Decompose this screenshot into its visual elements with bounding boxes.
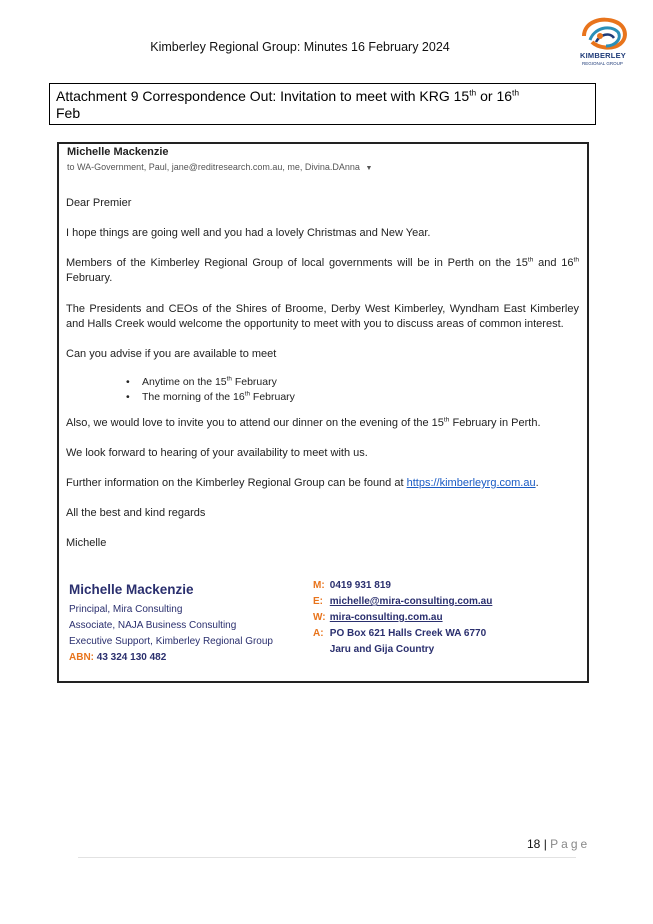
signature-role: Principal, Mira Consulting — [69, 604, 183, 615]
signature-role: Associate, NAJA Business Consulting — [69, 620, 237, 631]
page-number: 18 | Page — [527, 837, 591, 851]
attachment-title: Attachment 9 Correspondence Out: Invitation to meet with KRG 15th or 16th Feb — [56, 87, 520, 121]
signature-email[interactable]: E: michelle@mira-consulting.com.au — [313, 596, 493, 607]
list-item: • The morning of the 16th February — [126, 390, 295, 405]
document-header-title: Kimberley Regional Group: Minutes 16 February 2024 — [150, 40, 450, 54]
chevron-down-icon[interactable]: ▼ — [365, 165, 373, 172]
kimberley-logo — [576, 14, 632, 74]
paragraph-1: I hope things are going well and you had a lovely Christmas and New Year. — [66, 227, 431, 239]
signature-country: Jaru and Gija Country — [329, 644, 435, 655]
paragraph-5: Also, we would love to invite you to attend our dinner on the evening of the 15th February in Perth. — [66, 416, 541, 429]
email-recipients[interactable]: to WA-Government, Paul, jane@reditresearch.com.au, me, Divina.DAnna ▼ — [67, 162, 373, 172]
paragraph-8: All the best and kind regards — [66, 507, 206, 519]
paragraph-9: Michelle — [66, 537, 107, 549]
list-item: • Anytime on the 15th February — [126, 375, 295, 390]
email-screenshot — [57, 142, 589, 683]
logo-subtext: REGIONAL GROUP — [582, 61, 623, 66]
attachment-title-box — [49, 83, 596, 125]
signature-abn: ABN: 43 324 130 482 — [69, 652, 167, 663]
kimberleyrg-link[interactable]: https://kimberleyrg.com.au — [406, 477, 536, 489]
availability-list — [126, 375, 295, 405]
email-sender: Michelle Mackenzie — [67, 146, 169, 158]
signature-name: Michelle Mackenzie — [69, 582, 194, 597]
logo-swirl-icon — [576, 14, 632, 54]
greeting: Dear Premier — [66, 197, 132, 209]
signature-address: A: PO Box 621 Halls Creek WA 6770 — [313, 628, 487, 639]
paragraph-7: Further information on the Kimberley Regional Group can be found at https://kimberleyrg.com.au. — [66, 477, 539, 489]
paragraph-6: We look forward to hearing of your availability to meet with us. — [66, 447, 368, 459]
paragraph-2: Members of the Kimberley Regional Group of local governments will be in Perth on the 15th and 16th February. — [66, 256, 580, 284]
signature-website[interactable]: W: mira-consulting.com.au — [313, 612, 443, 623]
footer-divider — [78, 857, 576, 858]
paragraph-3: The Presidents and CEOs of the Shires of Broome, Derby West Kimberley, Wyndham East Kimberley and Halls Creek would welcome the opportunity to meet with you to discuss areas of common interest. — [66, 303, 579, 330]
logo-text: KIMBERLEY — [580, 51, 626, 60]
paragraph-4: Can you advise if you are available to meet — [66, 348, 277, 360]
signature-role: Executive Support, Kimberley Regional Group — [69, 636, 273, 647]
signature-mobile: M: 0419 931 819 — [313, 580, 391, 591]
